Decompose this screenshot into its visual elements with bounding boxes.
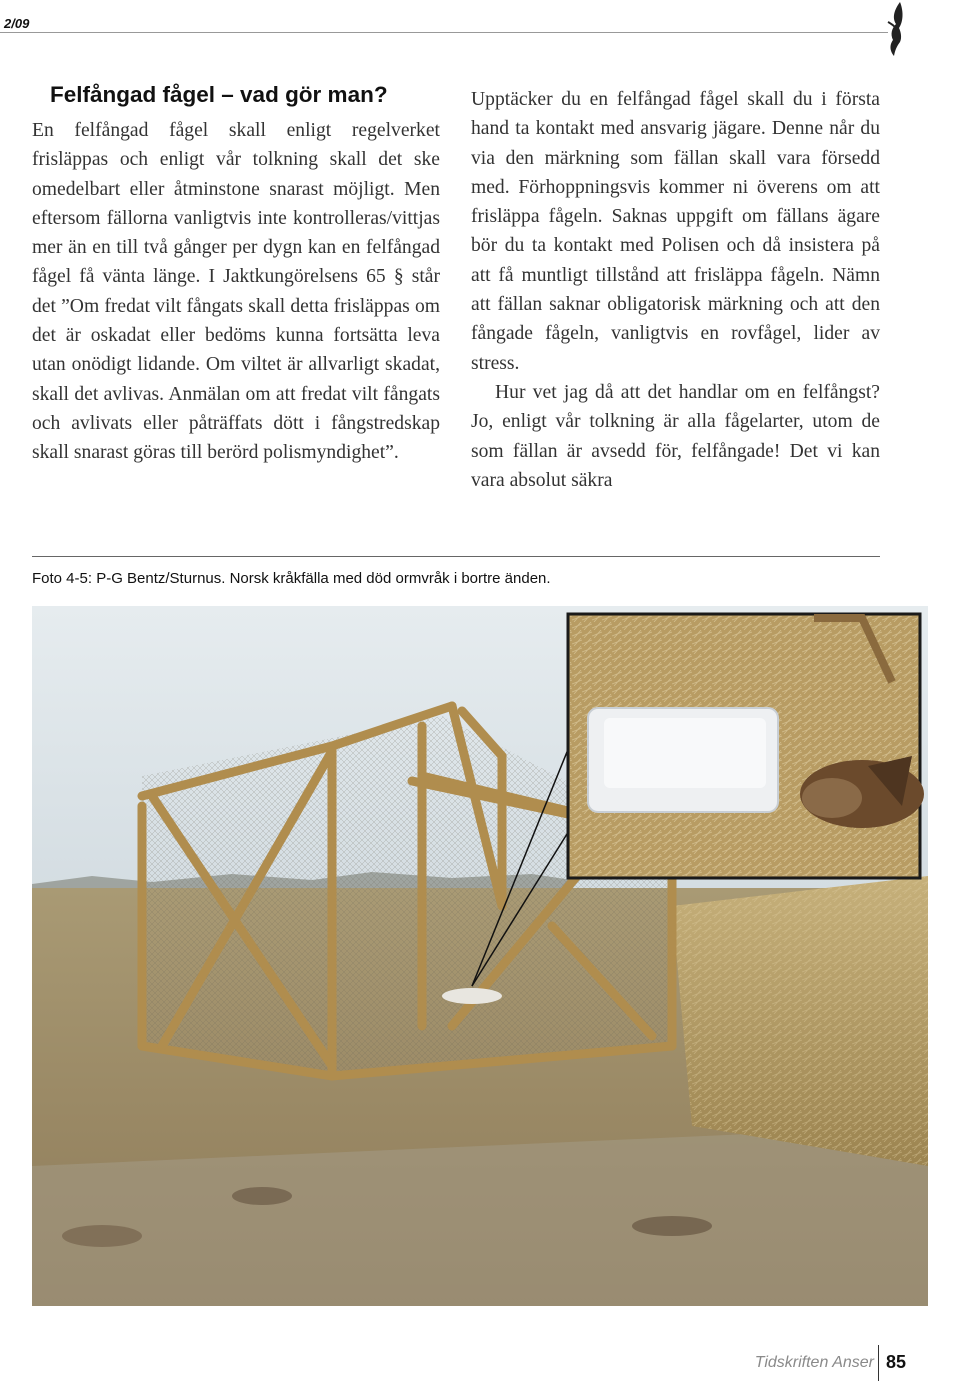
- left-column-text: En felfångad fågel skall enligt regelverket frisläppas och enligt vår tolkning skall det ske omedelbart eller åtminstone snarast möjligt. Men eftersom fällorna vanligtvis inte kontrolleras/vittjas mer än en till två gånger per dygn kan en felfångad fågel få vänta länge. I Jaktkungörelsens 65 § står det ”Om fredat vilt fångats skall detta frisläppas om det är oskadat eller bedöms kunna fortsätta leva utan onödigt lidande. Om viltet är allvarligt skadat, skall det avlivas. Anmälan om att fredat vilt fångats och avlivats eller påträffats dött i fångstredskap skall snarast göras till berörd polismyndighet”.: [32, 120, 440, 464]
- trap-photo: [32, 606, 928, 1306]
- bait-container: [442, 988, 502, 1004]
- inset-photo: [568, 614, 924, 878]
- header-rule: [0, 32, 888, 33]
- page-number: 85: [886, 1352, 907, 1372]
- left-column: [32, 116, 440, 468]
- publication-name: Tidskriften Anser: [754, 1354, 874, 1371]
- article-heading: Felfångad fågel – vad gör man?: [50, 82, 388, 107]
- footer-divider: [878, 1345, 879, 1381]
- right-column-paragraph-1: Upptäcker du en felfångad fågel skall du i första hand ta kontakt med ansvarig jägare. Denne når du via den märkning som fällan skall vara försedd med. Förhoppningsvis kommer ni överens om att frisläppa fågeln. Saknas uppgift om fällans ägare bör du ta kontakt med Polisen och då insistera på att få muntligt tillstånd att frisläppa fågeln. Nämn att fällan saknar obligatorisk märkning och att den fångade fågeln, vanligtvis en rovfågel, lider av stress.: [471, 89, 880, 374]
- bird-silhouette-icon: [880, 0, 912, 58]
- photo-caption: Foto 4-5: P-G Bentz/Sturnus. Norsk kråkfälla med död ormvråk i bortre änden.: [32, 570, 551, 587]
- right-column-paragraph-2: Hur vet jag då att det handlar om en felfångst? Jo, enligt vår tolkning är alla fågelarter, utom de som fällan är avsedd för, felfångade! Det vi kan vara absolut säkra: [471, 381, 880, 491]
- caption-separator: [32, 556, 880, 557]
- right-column: [471, 85, 880, 495]
- issue-number: 2/09: [4, 16, 30, 31]
